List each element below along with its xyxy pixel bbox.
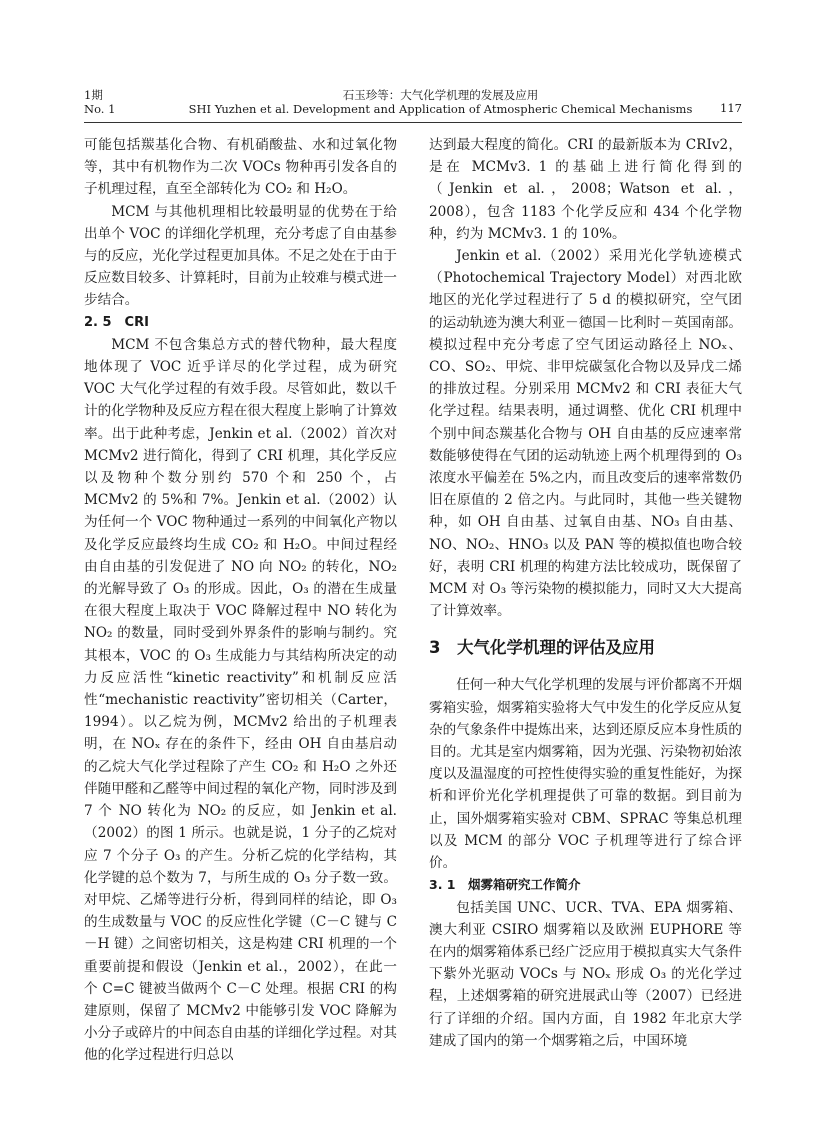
paragraph: 可能包括羰基化合物、有机硝酸盐、水和过氧化物等，其中有机物作为二次 VOCs 物种再引发各自的子机理过程，直至全部转化为 CO₂ 和 H₂O。	[84, 137, 397, 198]
issue-en: No. 1	[84, 102, 116, 116]
paragraph: 达到最大程度的简化。CRI 的最新版本为 CRIv2，是在 MCMv3. 1 的基础上进行简化得到的（Jenkin et al.，2008；Watson et al.，2008），包含 1183 个化学反应和 434 个化学物种，约为 MCMv3. 1 的 10%。	[429, 137, 742, 242]
running-title-en: SHI Yuzhen et al. Development and Application of Atmospheric Chemical Mechanisms	[188, 102, 693, 116]
paragraph: Jenkin et al.（2002）采用光化学轨迹模式（Photochemical Trajectory Model）对西北欧地区的光化学过程进行了 5 d 的模拟研究，空气团的运动轨迹为澳大利亚－德国－比利时－英国南部。模拟过程中充分考虑了空气团运动路径上 NOₓ、CO、SO₂、甲烷、非甲烷碳氢化合物以及异戊二烯的排放过程。分别采用 MCMv2 和 CRI 表征大气化学过程。结果表明，通过调整、优化 CRI 机理中个别中间态羰基化合物与 OH 自由基的反应速率常数能够使得在气团的运动轨迹上两个机理得到的 O₃ 浓度水平偏差在 5%之内，而且改变后的速率常数仍旧在原值的 2 倍之内。与此同时，其他一些关键物种，如 OH 自由基、过氧自由基、NO₃ 自由基、NO、NO₂、HNO₃ 以及 PAN 等的模拟值也吻合较好，表明 CRI 机理的构建方法比较成功，既保留了 MCM 对 O₃ 等污染物的模拟能力，同时又大大提高了计算效率。	[429, 248, 742, 620]
paragraph: MCM 与其他机理相比较最明显的优势在于给出单个 VOC 的详细化学机理，充分考虑了自由基参与的反应，光化学过程更加具体。不足之处在于由于反应数目较多、计算耗时，目前为止较难与模式进一步结合。	[84, 203, 397, 309]
paragraph: MCM 不包含集总方式的替代物种，最大程度地体现了 VOC 近乎详尽的化学过程，成为研究 VOC 大气化学过程的有效手段。尽管如此，数以千计的化学物种及反应方程在很大程度上影响了计算效率。出于此种考虑，Jenkin et al.（2002）首次对 MCMv2 进行简化，得到了 CRI 机理，其化学反应以及物种个数分别约 570 个和 250 个，占 MCMv2 的 5%和 7%。Jenkin et al.（2002）认为任何一个 VOC 物种通过一系列的中间氧化产物以及化学反应最终均生成 CO₂ 和 H₂O。中间过程经由自由基的引发促进了 NO 向 NO₂ 的转化，NO₂ 的光解导致了 O₃ 的形成。因此，O₃ 的潜在生成量在很大程度上取决于 VOC 降解过程中 NO 转化为 NO₂ 的数量，同时受到外界条件的影响与制约。究其根本，VOC 的 O₃ 生成能力与其结构所决定的动力反应活性“kinetic reactivity”和机制反应活性“mechanistic reactivity”密切相关（Carter，1994）。以乙烷为例，MCMv2 给出的子机理表明，在 NOₓ 存在的条件下，经由 OH 自由基启动的乙烷大气化学过程除了产生 CO₂ 和 H₂O 之外还伴随甲醛和乙醛等中间过程的氧化产物，同时涉及到 7 个 NO 转化为 NO₂ 的反应，如 Jenkin et al.（2002）的图 1 所示。也就是说，1 分子的乙烷对应 7 个分子 O₃ 的产生。分析乙烷的化学结构，其化学键的总个数为 7，与所生成的 O₃ 分子数一致。对甲烷、乙烯等进行分析，得到同样的结论，即 O₃ 的生成数量与 VOC 的反应性化学键（C－C 键与 C－H 键）之间密切相关，这是构建 CRI 机理的一个重要前提和假设（Jenkin et al.，2002），在此一个 C=C 键被当做两个 C－C 处理。根据 CRI 的构建原则，保留了 MCMv2 中能够引发 VOC 降解为小分子或碎片的中间态自由基的详细化学过程。对其他的化学过程进行归总以	[84, 336, 397, 1064]
subsection-heading-cri: 2. 5 CRI	[84, 314, 149, 330]
issue-cn: 1期	[84, 88, 103, 102]
right-column	[429, 134, 742, 1052]
section-heading: 3 大气化学机理的评估及应用	[429, 638, 655, 658]
page-number: 117	[720, 101, 742, 115]
subsection-heading: 3. 1 烟雾箱研究工作简介	[429, 877, 581, 893]
issue-label	[84, 88, 115, 116]
page-header	[84, 88, 742, 123]
paragraph: 任何一种大气化学机理的发展与评价都离不开烟雾箱实验，烟雾箱实验将大气中发生的化学反应从复杂的气象条件中提炼出来，达到还原反应本身性质的目的。尤其是室内烟雾箱，因为光强、污染物初始浓度以及温湿度的可控性使得实验的重复性能好，为探析和评价光化学机理提供了可靠的数据。到目前为止，国外烟雾箱实验对 CBM、SPRAC 等集总机理以及 MCM 的部分 VOC 子机理等进行了综合评价。	[429, 677, 742, 872]
running-title-cn: 石玉珍等：大气化学机理的发展及应用	[342, 88, 539, 102]
left-column	[84, 134, 397, 1067]
paragraph: 包括美国 UNC、UCR、TVA、EPA 烟雾箱、澳大利亚 CSIRO 烟雾箱以及欧洲 EUPHORE 等在内的烟雾箱体系已经广泛应用于模拟真实大气条件下紫外光驱动 VOCs 与 NOₓ 形成 O₃ 的光化学过程，上述烟雾箱的研究进展武山等（2007）已经进行了详细的介绍。国内方面，自 1982 年北京大学建成了国内的第一个烟雾箱之后，中国环境	[429, 899, 742, 1049]
running-title	[179, 88, 702, 116]
